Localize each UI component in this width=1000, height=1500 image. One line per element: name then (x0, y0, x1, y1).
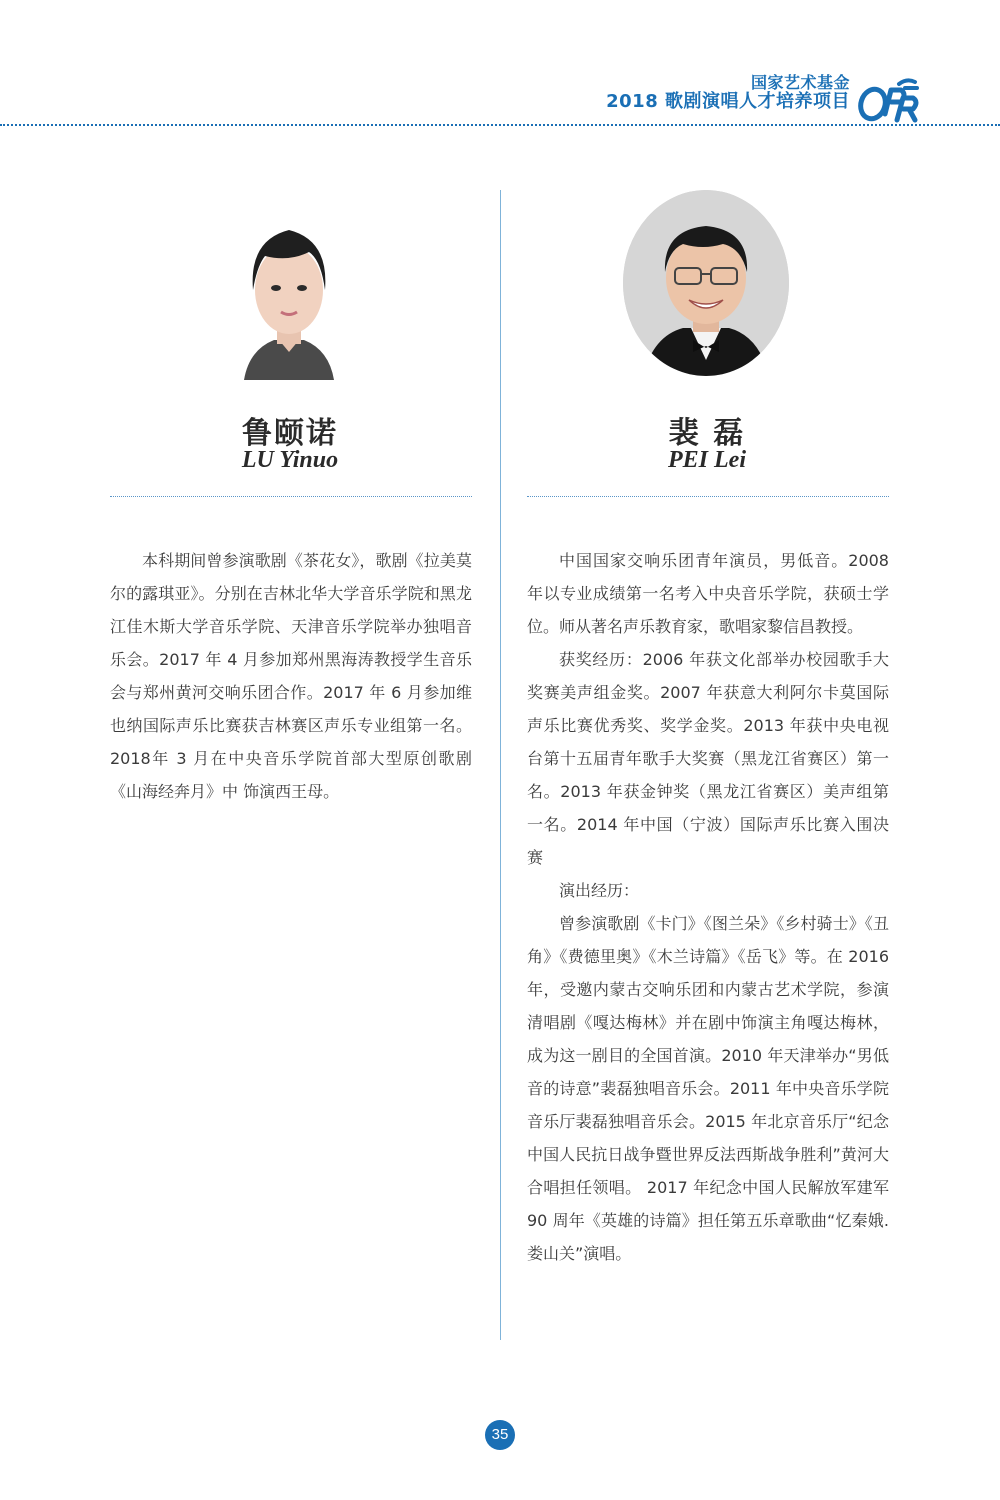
name-divider-left (110, 496, 472, 497)
name-divider-right (527, 496, 889, 497)
name-chinese-right: 裴 磊 (668, 416, 746, 451)
header-divider (0, 124, 1000, 126)
opera-logo (855, 76, 925, 126)
name-english-right: PEI Lei (668, 447, 746, 473)
portrait-photo-left (229, 200, 349, 380)
header-line-2: 2018 歌剧演唱人才培养项目 (606, 91, 850, 113)
portrait-photo-right (623, 190, 789, 376)
bio-paragraph: 演出经历： (559, 881, 640, 900)
header-title (430, 74, 850, 113)
bio-left (110, 544, 472, 808)
header-line-1: 国家艺术基金 (750, 73, 850, 92)
bio-paragraph: 获奖经历：2006 年获文化部举办校园歌手大奖赛美声组金奖。2007 年获意大利阿尔卡莫国际声乐比赛优秀奖、奖学金奖。2013 年获中央电视台第十五届青年歌手大奖赛（黑龙江省赛区）第一名。2013 年获金钟奖（黑龙江省赛区）美声组第一名。2014 年中国（宁波）国际声乐比赛入围决赛 (527, 650, 889, 867)
bio-paragraph: 曾参演歌剧《卡门》《图兰朵》《乡村骑士》《丑角》《费德里奥》《木兰诗篇》《岳飞》等。在 2016 年，受邀内蒙古交响乐团和内蒙古艺术学院，参演清唱剧《嘎达梅林》并在剧中饰演主角嘎达梅林，成为这一剧目的全国首演。2010 年天津举办“男低音的诗意”裴磊独唱音乐会。2011 年中央音乐学院音乐厅裴磊独唱音乐会。2015 年北京音乐厅“纪念中国人民抗日战争暨世界反法西斯战争胜利”黄河大合唱担任领唱。 2017 年纪念中国人民解放军建军 90 周年《英雄的诗篇》担任第五乐章歌曲“忆秦娥.娄山关”演唱。 (527, 914, 889, 1263)
name-chinese-left: 鲁颐诺 (242, 416, 338, 451)
bio-right (527, 544, 889, 1270)
page-number: 35 (485, 1420, 515, 1450)
name-english-left: LU Yinuo (241, 447, 339, 473)
bio-paragraph: 中国国家交响乐团青年演员，男低音。2008 年以专业成绩第一名考入中央音乐学院，获硕士学位。师从著名声乐教育家，歌唱家黎信昌教授。 (527, 551, 889, 636)
column-divider (500, 190, 501, 1340)
bio-paragraph: 本科期间曾参演歌剧《茶花女》，歌剧《拉美莫尔的露琪亚》。分别在吉林北华大学音乐学院和黑龙江佳木斯大学音乐学院、天津音乐学院举办独唱音乐会。2017 年 4 月参加郑州黑海涛教授学生音乐会与郑州黄河交响乐团合作。2017 年 6 月参加维也纳国际声乐比赛获吉林赛区声乐专业组第一名。 2018年 3 月在中央音乐学院首部大型原创歌剧《山海经奔月》中 饰演西王母。 (110, 551, 472, 801)
